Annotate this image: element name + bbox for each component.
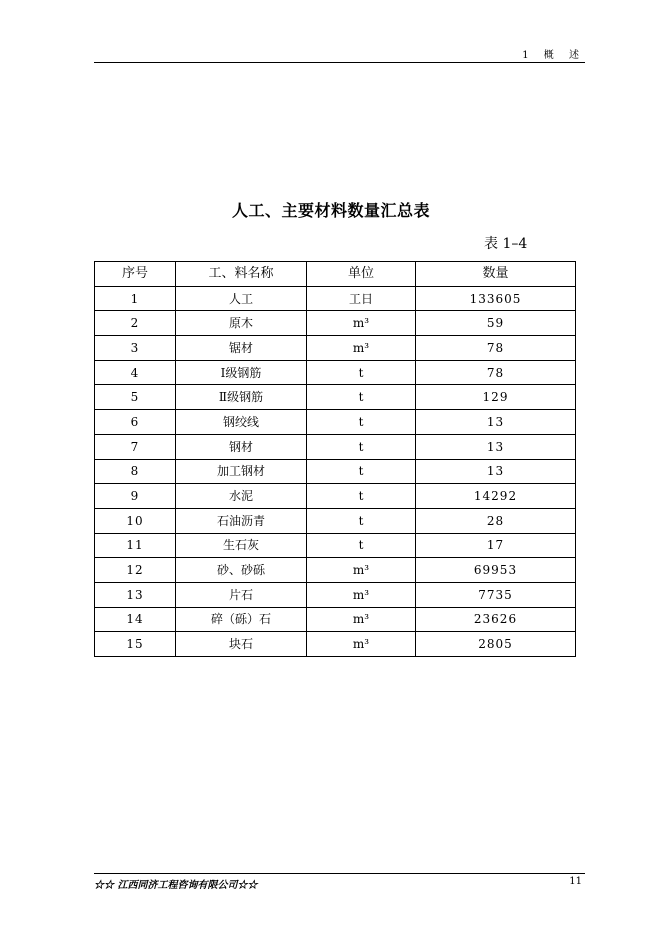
column-header-name: 工、料名称 <box>176 262 307 287</box>
cell-unit: 工日 <box>307 286 416 311</box>
cell-no: 8 <box>95 459 176 484</box>
footer-company: ☆☆ 江西同济工程咨询有限公司☆☆ <box>94 880 258 891</box>
cell-name: 碎（砾）石 <box>176 607 307 632</box>
cell-unit: m³ <box>307 336 416 361</box>
column-header-unit: 单位 <box>307 262 416 287</box>
footer-divider <box>94 873 585 874</box>
cell-no: 10 <box>95 508 176 533</box>
cell-unit: m³ <box>307 558 416 583</box>
table-row <box>95 508 576 533</box>
cell-name: Ⅱ级钢筋 <box>176 385 307 410</box>
cell-name: 块石 <box>176 632 307 657</box>
cell-quantity: 28 <box>416 508 576 533</box>
table-header-row <box>95 262 576 287</box>
cell-no: 13 <box>95 582 176 607</box>
cell-no: 9 <box>95 484 176 509</box>
cell-unit: t <box>307 434 416 459</box>
cell-name: 钢材 <box>176 434 307 459</box>
cell-name: 石油沥青 <box>176 508 307 533</box>
table-row <box>95 459 576 484</box>
cell-unit: t <box>307 484 416 509</box>
table-row <box>95 385 576 410</box>
cell-no: 15 <box>95 632 176 657</box>
cell-name: Ⅰ级钢筋 <box>176 360 307 385</box>
table-row <box>95 582 576 607</box>
cell-quantity: 59 <box>416 311 576 336</box>
table-row <box>95 336 576 361</box>
table-row <box>95 311 576 336</box>
cell-no: 4 <box>95 360 176 385</box>
cell-no: 7 <box>95 434 176 459</box>
cell-no: 14 <box>95 607 176 632</box>
page-title: 人工、主要材料数量汇总表 <box>231 201 430 220</box>
cell-unit: t <box>307 508 416 533</box>
cell-unit: m³ <box>307 632 416 657</box>
column-header-quantity: 数量 <box>416 262 576 287</box>
cell-name: 水泥 <box>176 484 307 509</box>
cell-name: 加工钢材 <box>176 459 307 484</box>
cell-unit: t <box>307 410 416 435</box>
table-row <box>95 558 576 583</box>
cell-no: 3 <box>95 336 176 361</box>
cell-quantity: 129 <box>416 385 576 410</box>
cell-no: 12 <box>95 558 176 583</box>
table-row <box>95 360 576 385</box>
table-row <box>95 286 576 311</box>
table-row <box>95 484 576 509</box>
cell-no: 11 <box>95 533 176 558</box>
cell-name: 锯材 <box>176 336 307 361</box>
table-row <box>95 434 576 459</box>
cell-unit: m³ <box>307 582 416 607</box>
cell-quantity: 14292 <box>416 484 576 509</box>
cell-unit: t <box>307 459 416 484</box>
cell-name: 生石灰 <box>176 533 307 558</box>
table-row <box>95 632 576 657</box>
chapter-heading: 1 概 述 <box>522 50 585 61</box>
cell-quantity: 78 <box>416 360 576 385</box>
cell-no: 1 <box>95 286 176 311</box>
cell-unit: m³ <box>307 607 416 632</box>
column-header-no: 序号 <box>95 262 176 287</box>
table-row <box>95 533 576 558</box>
cell-unit: t <box>307 385 416 410</box>
cell-no: 2 <box>95 311 176 336</box>
cell-name: 原木 <box>176 311 307 336</box>
table-number: 表 1–4 <box>484 236 528 252</box>
cell-quantity: 133605 <box>416 286 576 311</box>
table-body <box>95 286 576 656</box>
cell-unit: t <box>307 360 416 385</box>
cell-unit: t <box>307 533 416 558</box>
cell-quantity: 78 <box>416 336 576 361</box>
cell-quantity: 13 <box>416 459 576 484</box>
cell-quantity: 17 <box>416 533 576 558</box>
cell-quantity: 7735 <box>416 582 576 607</box>
materials-summary-table <box>94 261 576 657</box>
cell-quantity: 13 <box>416 434 576 459</box>
cell-quantity: 69953 <box>416 558 576 583</box>
cell-no: 6 <box>95 410 176 435</box>
table-row <box>95 410 576 435</box>
cell-quantity: 2805 <box>416 632 576 657</box>
cell-quantity: 13 <box>416 410 576 435</box>
table-row <box>95 607 576 632</box>
cell-name: 砂、砂砾 <box>176 558 307 583</box>
cell-unit: m³ <box>307 311 416 336</box>
header-divider <box>94 62 585 63</box>
cell-name: 片石 <box>176 582 307 607</box>
cell-no: 5 <box>95 385 176 410</box>
cell-name: 人工 <box>176 286 307 311</box>
cell-quantity: 23626 <box>416 607 576 632</box>
cell-name: 钢绞线 <box>176 410 307 435</box>
page-number: 11 <box>569 876 582 887</box>
